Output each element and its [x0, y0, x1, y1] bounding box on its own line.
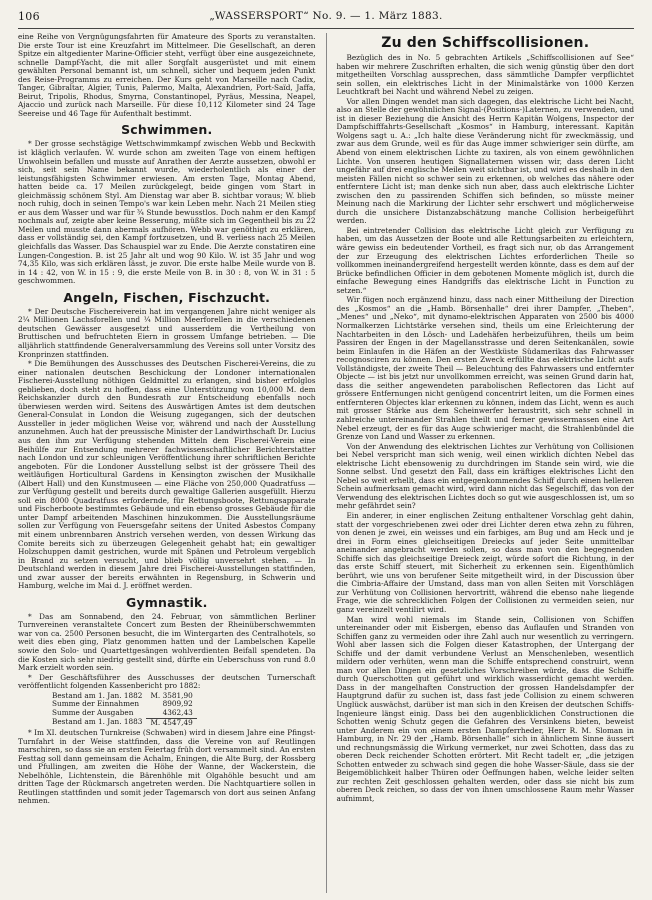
kassenbericht-table	[48, 692, 197, 727]
row-value: 4362,43	[162, 707, 193, 717]
article-paragraph: Man wird wohl niemals im Stande sein, Collisionen von Schiffen untereinander oder mit Eisbergen, ebenso das Auflaufen und Stranden von Schiffen ganz zu vermeiden oder ihre Zahl auch nur wesentlich zu verringern. Wohl aber lassen sich die Folgen dieser Katastrophen, der Untergang der Schiffe und der damit verbundene Verlust an Menschenleben, wesentlich mildern oder verhüten, wenn man die Schiffe entsprechend construirt, wenn man vor allen Dingen ein gesetzliches Vorschreiben würde, dass die Schiffe durch Querschotten gut geführt und wirklich wasserdicht gemacht werden. Dass in der mangelhaften Construction der grossen Handelsdampfer der Hauptgrund dafür zu suchen ist, dass fast jede Collision zu einem schweren Unglück auswächst, darüber ist man sich in den Kreisen der deutschen Schiffs-Ingenieure längst einig. Dass bei den augenblicklichen Constructionen die Schotten wenig Schutz gegen die Gefahren des Versinkens bieten, beweist unter Anderem ein von einem ersten Dampferrheder, Herr R. M. Sloman in Hamburg, in Nr. 29 der „Hamb. Börsenhalle“ sich in ähnlichem Sinne äussert und rechnungsmässig die Wirkung vermerket, nur zwei Schotten, dass das zu oberen Deck reichender Schotten erörtert. Mit Recht tadelt er, „die jetzigen Schotten entweder zu schwach sind gegen die hohe Wasser-Säule, dass sie der Beigemöblichkeit halber Thüren oder Oeffnungen haben, welche leider selten zur rechten Zeit geschlossen gehalten werden, oder dass sie nicht bis zum oberen Deck reichen, so dass der von ihnen umschlossene Raum mehr Wasser aufnimmt,	[336, 614, 634, 804]
row-label: Summe der Einnahmen	[52, 699, 140, 709]
column-divider	[326, 33, 327, 893]
article-title: Zu den Schiffscollisionen.	[381, 35, 590, 51]
article-paragraph: Ein anderer, in einer englischen Zeitung enthaltener Vorschlag geht dahin, statt der vorgeschriebenen zwei oder drei Lichter deren etwa zehn zu führen, von denen je zwei, ein weisses und ein farbiges, am Bug und am Heck und je drei in Form eines gleichseitigen Dreiecks auf jeder Seite unmittelbar aneinander angebracht werden sollen, so dass man von den begegnenden Schiffe sich das gleichseitige Dreieck zeigt, würde sofort die Richtung, in der das erste Schiff steuert, mit Sicherheit zu erkennen sein. Eigenthümlich berührt, wie uns von berufener Seite mitgetheilt wird, in der Discussion über die Cimbria-Affaire der Umstand, dass man von allen Seiten mit Vorschlägen zur Verhütung von Collisionen hervortritt, während die ebenso nahe liegende Frage, wie die schrecklichen Folgen der Collisionen zu vermeiden seien, nur ganz vereinzelt ventilirt wird.	[336, 510, 634, 614]
running-title: „WASSERSPORT“ No. 9. — 1. März 1883.	[209, 10, 443, 22]
article-paragraph: Von der Anwendung des elektrischen Lichtes zur Verhütung von Collisionen bei Nebel verspricht man sich wenig, weil einen wirklich dichten Nebel das elektrische Licht ebensowenig zu durchdringen im Stande sein wird, wie die Sonne selbst. Und gesetzt den Fall, dass ein kräftiges elektrisches Licht den Nebel so weit erhellt, dass ein entgegenkommendes Schiff durch einen helleren Schein aufmerksam gemacht wird, wird dann nicht das Segelschiff, das von der Verwendung des elektrischen Lichtes doch so gut wie ausgeschlossen ist, um so mehr gefährdet sein?	[336, 441, 634, 511]
article-paragraph: Vor allen Dingen wendet man sich dagegen, das elektrische Licht bei Nacht, also an Stelle der gewöhnlichen Signal-(Positions-)Laternen, zu verwenden, und ist in dieser Beziehung die Ansicht des Herrn Kapitän Wolgens, Inspector der Dampfschifffahrts-Gesellschaft „Kosmos“ in Hamburg, interessant. Kapitän Wolgens sagt u. A.: „Ich halte diese Veränderung nicht für zweckmässig, und zwar aus dem Grunde, weil es für das Auge immer schwieriger sein dürfte, am Abend von einem elektrischen Lichte zu taxiren, als von einem gewöhnlichen Lichte. Von unseren heutigen Signallaternen wissen wir, dass deren Licht ungefähr auf drei englische Meilen weit sichtbar ist, und wird es deshalb in den meisten Fällen nicht so schwer sein zu erkennen, ob welches das nähere oder entferntere Licht ist; man denke sich nun aber, dass auch elektrische Lichter zwischen den zu passirenden Schiffen sich befinden, so müsste meiner Meinung nach die Markirung der Lichter sehr erschwert und möglicherweise durch die unsichere Distanzabschätzung manche Collision herbeigeführt werden.	[336, 96, 634, 226]
section-heading-angeln: Angeln, Fischen, Fischzucht.	[63, 289, 271, 305]
section-heading-schwimmen: Schwimmen.	[121, 122, 213, 138]
article-paragraph: Bezüglich des in No. 5 gebrachten Artikels „Schiffscollisionen auf See“ haben wir mehrere Zuschriften erhalten, die sich wenig günstig über den dort mitgetheilten Vorschlag aussprechen, dass sämmtliche Dampfer verpflichtet sein sollen, ein elektrisches Licht in der Minimalstärke von 1000 Kerzen Leuchtkraft bei Nacht und während Nebel zu zeigen.	[336, 53, 634, 97]
right-column	[336, 33, 634, 893]
row-label: Summe der Ausgaben	[52, 708, 134, 718]
row-label: Bestand am 1. Jan. 1882	[52, 690, 143, 700]
columns	[18, 33, 634, 893]
page-header	[18, 10, 634, 26]
header-rule	[18, 28, 634, 29]
row-label: Bestand am 1. Jan. 1883	[52, 717, 143, 727]
table-row	[48, 718, 197, 727]
gym-paragraph: * Der Geschäftsführer des Ausschusses der deutschen Turnerschaft veröffentlicht folgenden Kassenbericht pro 1882:	[18, 672, 316, 691]
page-number: 106	[18, 10, 40, 23]
left-column	[18, 33, 316, 893]
article-paragraph: Wir fügen noch ergänzend hinzu, dass nach einer Mittheilung der Direction des „Kosmos“ an die „Hamb. Börsenhalle“ drei ihrer Dampfer, „Theben“, „Menes“ und „Neko“, mit dynamo-elektrischen Apparaten von 2500 bis 4000 Normalkerzen Lichtstärke versehen sind, theils um eine Erleichterung der Nachtarbeiten in den Lösch- und Ladehäfen herbeizuführen, theils um beim Passiren der Engen in der Magellansstrasse und deren Seitenkanälen, sowie beim Einlaufen in die Häfen an der Westküste Südamerikas das Fahrwasser recognosciren zu können. Den ersten Zweck erfüllte das elektrische Licht aufs Vollständigste, der zweite Theil — Beleuchtung des Fahrwassers und entfernter Objecte — ist bis jetzt nur unvollkommen erreicht, was seinen Grund darin hat, dass die seither angewendeten parabolischen Reflectoren das Licht auf grössere Entfernungen nicht genügend concentrirt leiten, um die Formen eines entfernteren Objectes klar erkennen zu können, indem das Licht, wenn es auch mit grosser Stärke aus dem Scheinwerfer heraustritt, sich sehr schnell in zahlreiche untereinander Strahlen theilt und ferner gewissermassen eine Art Nebel erzeugt, der es für das Auge schwieriger macht, die Strahlenbündel die Grenze von Land und Wasser zu erkennen.	[336, 295, 634, 442]
row-value: M. 4547,49	[146, 718, 196, 727]
swim-paragraph: * Der grosse sechstägige Wettschwimmkampf zwischen Webb und Beckwith ist kläglich verlaufen. W. wurde schon am zweiten Tage von einem heftigen Unwohlsein befallen und musste auf Anrathen der Aerzte aussetzen, obwohl er sich, seit sein Name bekannt wurde, wiederholentlich als einer der leistungsfähigsten Schwimmer erwiesen. Am ersten Tage, Montag Abend, hatten beide ca. 17 Meilen zurückgelegt, beide gingen vom Start in gleichmässig schönem Styl. Am Dienstag war aber B. sichtbar voraus; W. blieb noch ruhig, doch in seinen Tempo's war kein Leben mehr. Nach 21 Meilen stieg er aus dem Wasser und war für ¾ Stunde bewusstlos. Doch nahm er den Kampf nochmals auf, zeigte aber keine Besserung, müßte sich im Gegentheil bis zu 22 Meilen und musste dann abermals aufhören. Webb war genöthigt zu erklären, dass er vollständig sei, den Kampf fortzusetzen, und B. verliess nach 25 Meilen gleichfalls das Wasser. Das Schauspiel war zu Ende. Die Aerzte constatiren eine Lungen-Congestion. B. ist 25 Jahr alt und wog 90 Kilo. W. ist 35 Jahr und wog 74,35 Kilo, was sich erklären lässt, je zuvor. Die erste halbe Meile wurde von B. in 14 : 42, von W. in 15 : 9, die erste Meile von B. in 30 : 8, von W. in 31 : 5 geschwommen.	[18, 139, 316, 286]
gym-paragraph: * Im XI. deutschen Turnkreise (Schwaben) wird in diesem Jahre eine Pfingst-Turnfahrt in der Weise stattfinden, dass die Vereine von auf Reutlingen marschiren, so dass sie an ersten Feiertag früh dort versammelt sind. An ersten Festtag soll dann gemeinsam die Achalm, Eningen, die Alte Burg, der Rossberg und Pfullingen, am zweiten die Höhe der Wanne, der Wackerstein, die Nebelhöhle, Lichtenstein, die Bärenhöhle mit Olgahöhle besucht und am dritten Tage der Rückmarsch angetreten werden. Die Nachtquartiere sollen in Reutlingen stattfinden und somit jeder Tagemarsch von dort aus seinen Anfang nehmen.	[18, 728, 316, 806]
gym-paragraph: * Das am Sonnabend, den 24. Februar, von sämmtlichen Berliner Turnvereinen veranstaltete Concert zum Besten der Rheinüberschwemmten war von ca. 2500 Personen besucht, die im Wintergarten des Centralhotels, so weit dies eben ging, Platz genommen hatten und der Lambelschen Kapelle sowie den Solo- und Quartettgesängen wohlverdienten Beifall spendeten. Da die Kosten sich sehr niedrig gestellt sind, dürfte ein Ueberschuss von rund 8.0 Mark erzielt worden sein.	[18, 611, 316, 673]
intro-paragraph: eine Reihe von Vergnügungsfahrten für Amateure des Sports zu veranstalten. Die erste Tour ist eine Kreuzfahrt im Mittelmeer. Die Gesellschaft, an deren Spitze ein altgedienter Marine-Officier steht, verfügt über eine ausgezeichnete, schnelle Dampf-Yacht, die mit aller Sorgfalt ausgerüstet und mit einem gewählten Personal bemannt ist, um schnell, sicher und bequem jeden Punkt des Reise-Programms zu erreichen. Der Kurs geht von Marseille nach Cadix, Tanger, Gibraltar, Algier, Tunis, Palermo, Malta, Alexandrien, Port-Saïd, Jaffa, Beirut, Tripolis, Rhodus, Smyrna, Constantinopel, Pyräus, Messina, Neapel, Ajaccio und zurück nach Marseille. Für diese 10,112 Kilometer sind 24 Tage Seereise und 46 Tage für Aufenthalt bestimmt.	[18, 33, 316, 118]
fish-paragraph: * Der Deutsche Fischereiverein hat im vergangenen Jahre nicht weniger als 2¼ Millionen Lachsforellen und ¼ Million Meerforellen in die verschiedenen deutschen Gewässer ausgesetzt und ausserdem die Vertheilung von Bruttischen und befruchteten Eiern in grossem Umfange betrieben. — Die alljährlich stattfindende Generalversammlung des Vereins soll unter Vorsitz des Kronprinzen stattfinden.	[18, 306, 316, 359]
row-value: M. 3581,90	[150, 690, 193, 700]
fish-paragraph: * Die Bemühungen des Ausschusses des Deutschen Fischerei-Vereins, die zu einer nationalen deutschen Beschickung der Londoner internationalen Fischerei-Ausstellung nöthigen Geldmittel zu erlangen, sind bisher erfolglos geblieben, doch steht zu hoffen, dass eine Unterstützung von 10,000 M. dem Reichskanzler durch den Bundesrath zur Entscheidung ebenfalls noch überwiesen werden wird. Seitens des Auswärtigen Amtes ist dem deutschen General-Consulat in London die Weisung zugegangen, sich der deutschen Aussteller in jeder möglichen Weise vor, während und nach der Ausstellung anzunehmen. Auch hat der preussische Minister der Landwirthschaft Dr. Lucius aus den ihm zur Verfügung stehenden Mitteln dem Fischerei-Verein eine Beihülfe zur Entsendung mehrerer fachwissenschaftlicher Berichterstatter nach London und zur schleunigen Veröffentlichung ihrer schriftlichen Berichte angeboten. Für die Londoner Ausstellung selbst ist der grössere Theil des weitläufigen Horticultural Gardens in Kensington zwischen der Musikhalle (Albert Hall) und den Kunstmuseen — eine Fläche von 250,000 Quadratfuss — zur Verfügung gestellt und bereits durch gewaltige Gallerien ausgefüllt. Hierzu soll ein 8000 Quadratfuss erfordernde, für Rettungsboote, Rettungsapparate und Fischerboote bestimmtes Gebäude und ein ebenso grosses Gebäude für die unter Dampf arbeitenden Maschinen hinzukommen. Die Ausstellungsräume sollen zur Verfügung von Feuersgefahr seitens der United Asbestos Company mit einem unbrennbaren Anstrich versehen werden, von dessen Wirkung das Comite bereits sich zu überzeugen Gelegenheit gehabt hat; ein gewaltiger Holzschuppen damit gestrichen, wurde mit Spänen und Petroleum vergeblich in Brand zu setzen versucht, und blieb völlig unversehrt stehen. — In Deutschland werden in diesem Jahre drei Fischerei-Ausstellungen stattfinden, und zwar ausser der bereits erwähnten in Regensburg, in Schwerin und Hamburg, welche im Mai d. J. eröffnet werden.	[18, 359, 316, 591]
article-paragraph: Bei eintretender Collision das elektrische Licht gleich zur Verfügung zu haben, um das Aussetzen der Boote und alle Rettungsarbeiten zu erleichtern, wäre gewiss ein bedeutender Vortheil, es fragt sich nur, ob das Arrangement der zur Erzeugung des elektrischen Lichtes erforderlichen Theile so vollkommen ineinandergreifend hergestellt werden könnte, dass es dem auf der Brücke befindlichen Officier in dem gebotenen Momente möglich ist, durch die einfache Bewegung eines Handgriffs das elektrische Licht in Function zu setzen.“	[336, 225, 634, 295]
section-heading-gymnastik: Gymnastik.	[125, 594, 208, 610]
row-value: 8909,92	[162, 699, 193, 709]
